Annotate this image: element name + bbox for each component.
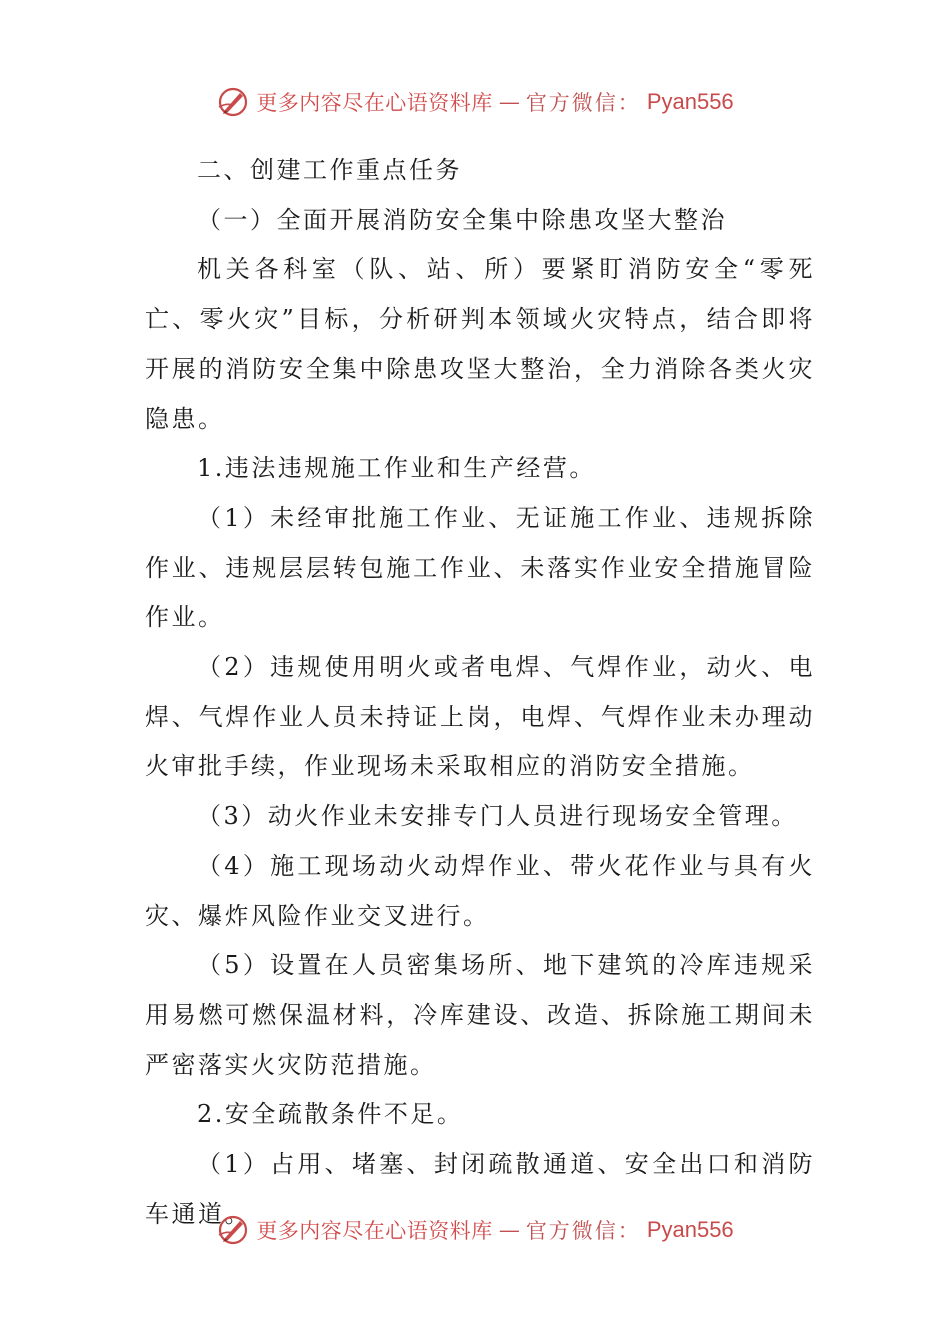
sub-item-1-3: （3）动火作业未安排专门人员进行现场安全管理。 (197, 802, 798, 831)
item-heading-2: 2.安全疏散条件不足。 (197, 1100, 464, 1129)
document-body (145, 146, 815, 1239)
watermark-wechat-label: 官方微信： (525, 91, 641, 115)
item-heading-1: 1.违法违规施工作业和生产经营。 (197, 454, 596, 483)
pen-logo-icon (216, 85, 250, 119)
watermark-handle: Pyan556 (646, 1217, 734, 1242)
sub-item-2-1: （1）占用、堵塞、封闭疏散通道、安全出口和消防车通道。 (145, 1150, 815, 1228)
sub-item-1-5: （5）设置在人员密集场所、地下建筑的冷库违规采用易燃可燃保温材料，冷库建设、改造、拆除施工期间未严密落实火灾防范措施。 (145, 951, 815, 1079)
sub-item-1-4: （4）施工现场动火动焊作业、带火花作业与具有火灾、爆炸风险作业交叉进行。 (145, 851, 815, 930)
watermark-handle: Pyan556 (646, 89, 734, 114)
watermark-brand: 更多内容尽在心语资料库 (256, 1219, 493, 1243)
watermark-banner-top (0, 82, 950, 122)
watermark-dash: — (498, 1218, 520, 1242)
section-heading: 二、创建工作重点任务 (197, 156, 462, 184)
watermark-wechat-label: 官方微信： (525, 1219, 641, 1243)
pen-logo-icon (216, 1213, 250, 1247)
sub-item-1-1: （1）未经审批施工作业、无证施工作业、违规拆除作业、违规层层转包施工作业、未落实作业安全措施冒险作业。 (145, 503, 815, 632)
subsection-heading: （一）全面开展消防安全集中除患攻坚大整治 (197, 205, 727, 234)
watermark-brand: 更多内容尽在心语资料库 (256, 91, 493, 115)
intro-paragraph: 机关各科室（队、站、所）要紧盯消防安全“零死亡、零火灾”目标，分析研判本领域火灾特点，结合即将开展的消防安全集中除患攻坚大整治，全力消除各类火灾隐患。 (145, 255, 815, 433)
watermark-dash: — (498, 90, 520, 114)
sub-item-1-2: （2）违规使用明火或者电焊、气焊作业，动火、电焊、气焊作业人员未持证上岗，电焊、气焊作业未办理动火审批手续，作业现场未采取相应的消防安全措施。 (145, 653, 815, 781)
watermark-banner-bottom (0, 1210, 950, 1250)
